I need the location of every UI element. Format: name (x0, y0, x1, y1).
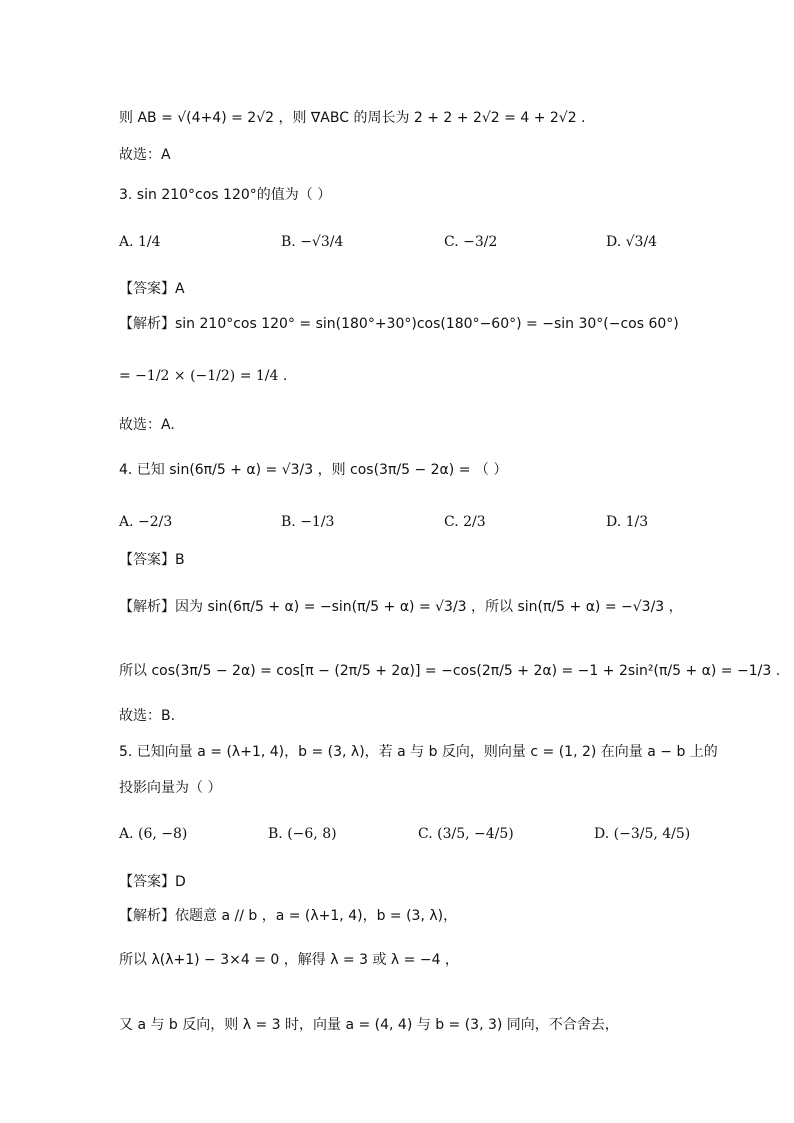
q4-option-c (444, 512, 486, 532)
q4-option-c-label: C. (444, 514, 459, 530)
q5-option-d (594, 824, 690, 844)
q4-option-d-label: D. (606, 514, 622, 530)
q3-option-d (606, 232, 657, 252)
q3-analysis-continued: = −1/2 × (−1/2) = 1/4 . (119, 368, 288, 384)
q5-analysis-continued: 所以 λ(λ+1) − 3×4 = 0 ，解得 λ = 3 或 λ = −4 ， (119, 952, 459, 968)
q4-option-a (119, 512, 172, 532)
q5-option-c-label: C. (418, 826, 433, 842)
question-5: 5. 已知向量 a = (λ+1, 4)，b = (3, λ)，若 a 与 b 反向，则向量 c = (1, 2) 在向量 a − b 上的 (119, 744, 718, 760)
q3-analysis: 【解析】sin 210°cos 120° = sin(180°+30°)cos(180°−60°) = −sin 30°(−cos 60°) (119, 316, 679, 332)
q4-answer: 【答案】B (119, 552, 185, 568)
q5-option-b-value: (−6, 8) (287, 826, 337, 842)
q5-option-a-value: (6, −8) (138, 826, 188, 842)
q3-conclusion: 故选：A. (119, 417, 175, 433)
q5-option-a-label: A. (119, 826, 134, 842)
q3-option-d-label: D. (606, 234, 622, 250)
solution-line-triangle-perimeter: 则 AB = √(4+4) = 2√2 ，则 ∇ABC 的周长为 2 + 2 + 2√2 = 4 + 2√2 . (119, 110, 586, 126)
q5-option-c-value: (3/5, −4/5) (437, 826, 514, 842)
q5-option-d-value: (−3/5, 4/5) (613, 826, 691, 842)
q3-option-c-label: C. (444, 234, 459, 250)
q5-analysis-continued-2: 又 a 与 b 反向，则 λ = 3 时，向量 a = (4, 4) 与 b = (3, 3) 同向，不合舍去， (119, 1017, 619, 1033)
q4-option-d (606, 512, 648, 532)
q3-answer: 【答案】A (119, 281, 185, 297)
q4-analysis: 【解析】因为 sin(6π/5 + α) = −sin(π/5 + α) = √3/3 ，所以 sin(π/5 + α) = −√3/3 ， (119, 599, 683, 615)
q3-option-a-label: A. (119, 234, 134, 250)
conclusion-line-prev: 故选：A (119, 147, 171, 163)
q5-option-a (119, 824, 187, 844)
q3-option-c (444, 232, 497, 252)
q5-option-b-label: B. (268, 826, 283, 842)
q3-option-d-value: √3/4 (625, 234, 658, 250)
question-5-continued: 投影向量为（ ） (119, 780, 222, 796)
q4-option-b-value: −1/3 (300, 514, 335, 530)
q3-option-b-label: B. (281, 234, 296, 250)
q5-analysis: 【解析】依题意 a // b ，a = (λ+1, 4)，b = (3, λ)， (119, 908, 458, 924)
q4-option-a-label: A. (119, 514, 134, 530)
q3-option-b (281, 232, 343, 252)
q3-option-b-value: −√3/4 (300, 234, 344, 250)
q5-option-d-label: D. (594, 826, 610, 842)
q5-option-b (268, 824, 337, 844)
q4-option-b (281, 512, 334, 532)
q5-answer: 【答案】D (119, 874, 186, 890)
q3-option-c-value: −3/2 (463, 234, 498, 250)
q4-analysis-continued: 所以 cos(3π/5 − 2α) = cos[π − (2π/5 + 2α)] = −cos(2π/5 + 2α) = −1 + 2sin²(π/5 + α) = −1/3 . (119, 663, 781, 679)
q4-option-b-label: B. (281, 514, 296, 530)
q5-option-c (418, 824, 514, 844)
q4-conclusion: 故选：B. (119, 708, 176, 724)
q4-option-c-value: 2/3 (463, 514, 486, 530)
question-4: 4. 已知 sin(6π/5 + α) = √3/3 ，则 cos(3π/5 − 2α) = （ ） (119, 462, 508, 478)
q4-option-d-value: 1/3 (625, 514, 649, 530)
question-3: 3. sin 210°cos 120°的值为（ ） (119, 187, 332, 203)
q3-option-a (119, 232, 161, 252)
q3-option-a-value: 1/4 (138, 234, 161, 250)
q4-option-a-value: −2/3 (138, 514, 173, 530)
